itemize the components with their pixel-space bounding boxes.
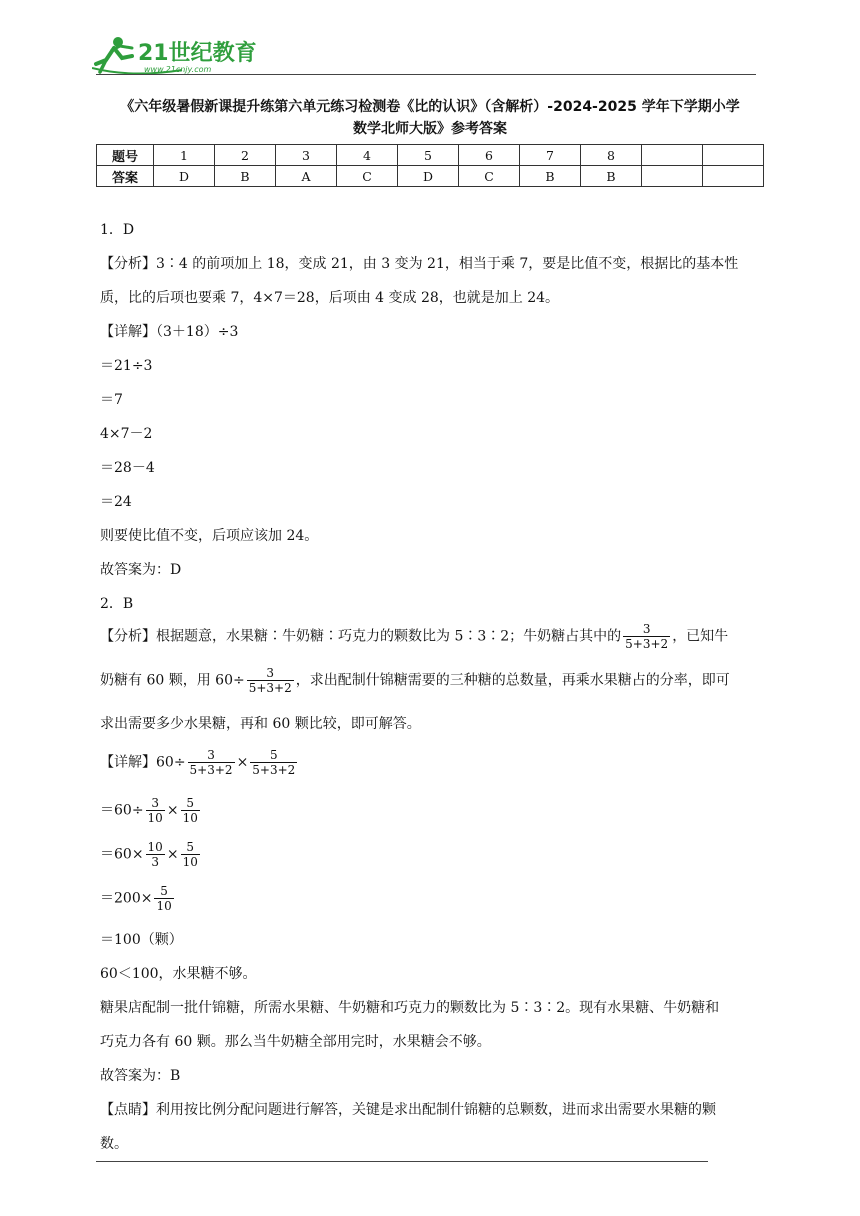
q2-heading: 2．B <box>100 596 134 612</box>
table-cell: 7 <box>520 145 581 166</box>
fraction: $\frac{5}{10}$ <box>156 884 172 913</box>
q2-detail: 【详解】60÷ $\frac{3}{5+3+2}$ × $\frac{5}{5+3+2}$ <box>100 748 296 777</box>
table-cell: B <box>520 166 581 187</box>
q2-step: ＝60÷ $\frac{3}{10}$ × $\frac{5}{10}$ <box>100 796 198 825</box>
logo-text: 21世纪教育 <box>138 41 257 66</box>
q2-analysis-line2: 奶糖有 60 颗，用 60÷ $\frac{3}{5+3+2}$ ，求出配制什锦糖需要的三种糖的总数量，再乘水果糖占的分率，即可 <box>100 666 730 695</box>
q1-conclusion: 则要使比值不变，后项应该加 24。 <box>100 528 319 544</box>
table-cell <box>703 166 764 187</box>
q1-detail: 【详解】（3＋18）÷3 <box>100 324 239 340</box>
footer-divider <box>96 1161 708 1162</box>
logo <box>92 34 272 76</box>
logo-url: www.21cnjy.com <box>144 65 212 74</box>
q1-step: ＝21÷3 <box>100 358 153 374</box>
q1-step: ＝7 <box>100 392 123 408</box>
table-cell: C <box>337 166 398 187</box>
answer-table <box>96 144 764 187</box>
q2-step: ＝200× $\frac{5}{10}$ <box>100 884 172 913</box>
table-cell: 1 <box>154 145 215 166</box>
table-cell: 8 <box>581 145 642 166</box>
fraction: $\frac{3}{10}$ <box>147 796 163 825</box>
q1-step: ＝24 <box>100 494 132 510</box>
table-cell: B <box>581 166 642 187</box>
table-cell: 3 <box>276 145 337 166</box>
table-header-cell: 题号 <box>97 145 154 166</box>
table-cell: 4 <box>337 145 398 166</box>
table-row <box>97 166 764 187</box>
table-cell <box>642 145 703 166</box>
page-title: 《六年级暑假新课提升练第六单元练习检测卷《比的认识》（含解析）-2024-2025 学年下学期小学 数学北师大版》参考答案 <box>120 99 740 137</box>
q1-analysis-line2: 质，比的后项也要乘 7，4×7＝28，后项由 4 变成 28，也就是加上 24。 <box>100 290 560 306</box>
q1-step: 4×7－2 <box>100 426 153 442</box>
table-cell: 6 <box>459 145 520 166</box>
q2-step: ＝100（颗） <box>100 932 183 948</box>
fraction: $\frac{5}{10}$ <box>182 840 198 869</box>
q1-analysis-line1: 【分析】3∶4 的前项加上 18，变成 21，由 3 变为 21，相当于乘 7，要是比值不变，根据比的基本性 <box>100 256 739 272</box>
q2-problem-line1: 糖果店配制一批什锦糖，所需水果糖、牛奶糖和巧克力的颗数比为 5∶3∶2。现有水果糖、牛奶糖和 <box>100 1000 720 1016</box>
table-cell: A <box>276 166 337 187</box>
table-cell: D <box>398 166 459 187</box>
q2-problem-line2: 巧克力各有 60 颗。那么当牛奶糖全部用完时，水果糖会不够。 <box>100 1034 491 1050</box>
q1-step: ＝28－4 <box>100 460 155 476</box>
fraction: $\frac{3}{5+3+2}$ <box>248 666 292 695</box>
fraction: $\frac{3}{5+3+2}$ <box>189 748 233 777</box>
table-header-cell: 答案 <box>97 166 154 187</box>
table-cell: D <box>154 166 215 187</box>
table-cell: C <box>459 166 520 187</box>
q2-step: ＝60× $\frac{10}{3}$ × $\frac{5}{10}$ <box>100 840 198 869</box>
q2-tip-line2: 数。 <box>100 1136 128 1152</box>
q2-analysis-line3: 求出需要多少水果糖，再和 60 颗比较，即可解答。 <box>100 716 421 732</box>
fraction: $\frac{3}{5+3+2}$ <box>625 622 669 651</box>
table-cell: 2 <box>215 145 276 166</box>
header-divider <box>96 74 756 75</box>
q1-answer: 故答案为：D <box>100 562 182 578</box>
q2-tip-line1: 【点睛】利用按比例分配问题进行解答，关键是求出配制什锦糖的总颗数，进而求出需要水果糖的颗 <box>100 1102 716 1118</box>
fraction: $\frac{5}{10}$ <box>182 796 198 825</box>
table-row <box>97 145 764 166</box>
q2-answer: 故答案为：B <box>100 1068 181 1084</box>
q2-analysis-line1: 【分析】根据题意，水果糖∶牛奶糖∶巧克力的颗数比为 5∶3∶2；牛奶糖占其中的 $\frac{3}{5+3+2}$ ，已知牛 <box>100 622 729 651</box>
fraction: $\frac{5}{5+3+2}$ <box>252 748 296 777</box>
table-cell <box>703 145 764 166</box>
q2-compare: 60＜100，水果糖不够。 <box>100 966 257 982</box>
runner-logo-icon <box>92 34 272 76</box>
fraction: $\frac{10}{3}$ <box>147 840 163 869</box>
table-cell: B <box>215 166 276 187</box>
table-cell <box>642 166 703 187</box>
q1-heading: 1．D <box>100 222 135 238</box>
table-cell: 5 <box>398 145 459 166</box>
